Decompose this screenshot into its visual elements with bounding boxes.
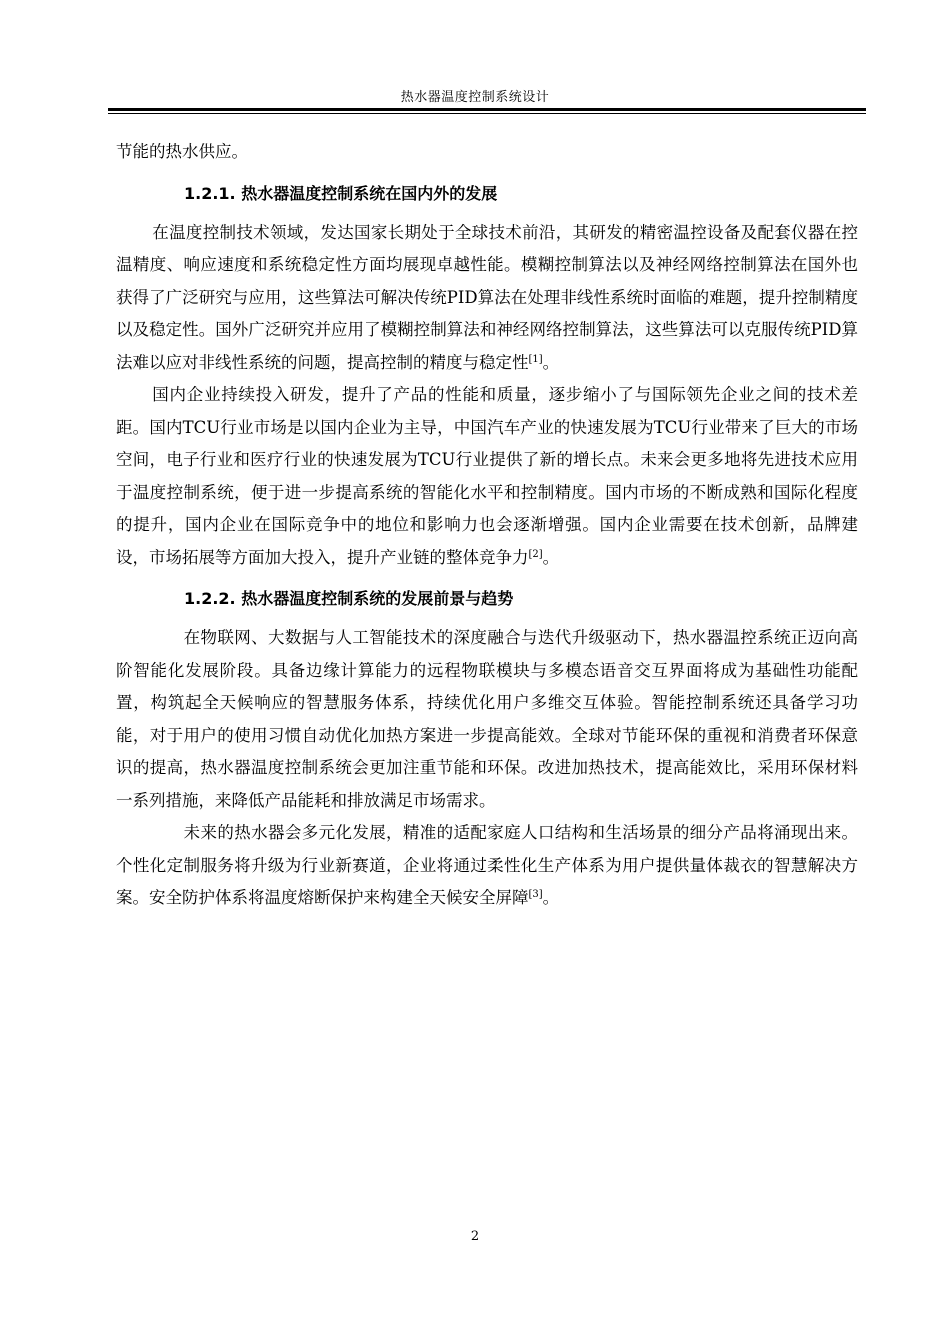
- citation-ref-2: [2]: [528, 548, 543, 560]
- paragraph-domestic-development-end: 。: [542, 547, 560, 567]
- paragraph-foreign-development-text: 在温度控制技术领域，发达国家长期处于全球技术前沿，其研发的精密温控设备及配套仪器在控温精度、响应速度和系统稳定性方面均展现卓越性能。模糊控制算法以及神经网络控制算法在国外也获得了广泛研究与应用，这些算法可解决传统PID算法在处理非线性系统时面临的难题，提升控制精度以及稳定性。国外广泛研究并应用了模糊控制算法和神经网络控制算法，这些算法可以克服传统PID算法难以应对非线性系统的问题，提高控制的精度与稳定性: [116, 222, 858, 372]
- paragraph-foreign-development: [116, 217, 858, 380]
- paragraph-continued-text: 节能的热水供应。: [116, 142, 248, 161]
- paragraph-trends-text: 在物联网、大数据与人工智能技术的深度融合与迭代升级驱动下，热水器温控系统正迈向高阶智能化发展阶段。具备边缘计算能力的远程物联模块与多模态语音交互界面将成为基础性功能配置，构筑起全天候响应的智慧服务体系，持续优化用户多维交互体验。智能控制系统还具备学习功能，对于用户的使用习惯自动优化加热方案进一步提高能效。全球对节能环保的重视和消费者环保意识的提高，热水器温度控制系统会更加注重节能和环保。改进加热技术，提高能效比，采用环保材料一系列措施，来降低产品能耗和排放满足市场需求。: [116, 628, 858, 810]
- running-header: 热水器温度控制系统设计: [400, 90, 550, 105]
- section-heading-1-2-1: 1.2.1. 热水器温度控制系统在国内外的发展: [184, 183, 498, 203]
- page-number: 2: [470, 1229, 480, 1244]
- header-rule-thick: [108, 108, 866, 111]
- paragraph-continued: [116, 136, 858, 169]
- citation-ref-1: [1]: [528, 353, 543, 365]
- paragraph-future-end: 。: [542, 888, 560, 907]
- paragraph-domestic-development: [116, 379, 858, 574]
- paragraph-future: [116, 817, 858, 915]
- citation-ref-3: [3]: [528, 889, 543, 900]
- section-heading-1-2-2: 1.2.2. 热水器温度控制系统的发展前景与趋势: [184, 589, 514, 608]
- paragraph-trends: [116, 622, 858, 817]
- paragraph-domestic-development-text: 国内企业持续投入研发，提升了产品的性能和质量，逐步缩小了与国际领先企业之间的技术差距。国内TCU行业市场是以国内企业为主导，中国汽车产业的快速发展为TCU行业带来了巨大的市场空间，电子行业和医疗行业的快速发展为TCU行业提供了新的增长点。未来会更多地将先进技术应用于温度控制系统，便于进一步提高系统的智能化水平和控制精度。国内市场的不断成熟和国际化程度的提升，国内企业在国际竞争中的地位和影响力也会逐渐增强。国内企业需要在技术创新，品牌建设，市场拓展等方面加大投入，提升产业链的整体竞争力: [116, 385, 858, 567]
- header-rule-thin: [108, 113, 866, 114]
- paragraph-future-text: 未来的热水器会多元化发展，精准的适配家庭人口结构和生活场景的细分产品将涌现出来。个性化定制服务将升级为行业新赛道，企业将通过柔性化生产体系为用户提供量体裁衣的智慧解决方案。安全防护体系将温度熔断保护来构建全天候安全屏障: [116, 823, 858, 907]
- paragraph-foreign-development-end: 。: [542, 352, 560, 372]
- body-text: [116, 136, 858, 915]
